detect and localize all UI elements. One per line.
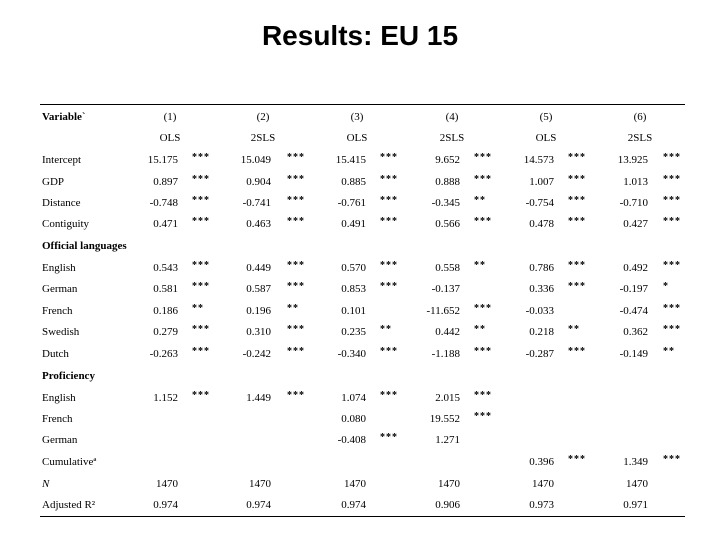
significance-stars: *** bbox=[192, 346, 210, 357]
cell-value: 1470 bbox=[344, 478, 366, 490]
cell-value: -1.188 bbox=[431, 348, 460, 360]
cell-value: 0.904 bbox=[246, 176, 271, 188]
cell-value: 1470 bbox=[532, 478, 554, 490]
cell-value: 0.463 bbox=[246, 218, 271, 230]
cell-value: 0.101 bbox=[341, 305, 366, 317]
cell-value: 0.888 bbox=[435, 176, 460, 188]
significance-stars: ** bbox=[192, 303, 204, 314]
significance-stars: *** bbox=[380, 216, 398, 227]
significance-stars: *** bbox=[192, 260, 210, 271]
cell-value: 0.442 bbox=[435, 326, 460, 338]
cell-value: 0.543 bbox=[153, 262, 178, 274]
significance-stars: *** bbox=[663, 454, 681, 465]
significance-stars: *** bbox=[663, 303, 681, 314]
significance-stars: *** bbox=[474, 303, 492, 314]
significance-stars: *** bbox=[380, 195, 398, 206]
significance-stars: *** bbox=[663, 195, 681, 206]
significance-stars: *** bbox=[380, 152, 398, 163]
cell-value: 0.310 bbox=[246, 326, 271, 338]
cell-value: -11.652 bbox=[426, 305, 460, 317]
cell-value: 0.906 bbox=[435, 499, 460, 511]
significance-stars: *** bbox=[568, 174, 586, 185]
cell-value: -0.474 bbox=[619, 305, 648, 317]
cell-value: 1.074 bbox=[341, 392, 366, 404]
significance-stars: *** bbox=[287, 174, 305, 185]
column-number: (2) bbox=[256, 111, 270, 123]
significance-stars: ** bbox=[568, 324, 580, 335]
significance-stars: *** bbox=[568, 281, 586, 292]
cell-value: 0.196 bbox=[246, 305, 271, 317]
cell-value: 1.349 bbox=[623, 456, 648, 468]
column-method: OLS bbox=[159, 132, 181, 144]
row-label: Dutch bbox=[42, 348, 69, 360]
significance-stars: *** bbox=[287, 390, 305, 401]
significance-stars: *** bbox=[192, 152, 210, 163]
column-method: OLS bbox=[346, 132, 368, 144]
cell-value: 0.974 bbox=[246, 499, 271, 511]
cell-value: 1.007 bbox=[529, 176, 554, 188]
cell-value: -0.242 bbox=[242, 348, 271, 360]
row-label: French bbox=[42, 413, 73, 425]
row-label: Intercept bbox=[42, 154, 82, 166]
column-number: (5) bbox=[539, 111, 553, 123]
cell-value: 1470 bbox=[438, 478, 460, 490]
cell-value: 0.491 bbox=[341, 218, 366, 230]
significance-stars: *** bbox=[380, 390, 398, 401]
significance-stars: *** bbox=[568, 454, 586, 465]
cell-value: -0.287 bbox=[525, 348, 554, 360]
cell-value: -0.149 bbox=[619, 348, 648, 360]
significance-stars: *** bbox=[192, 195, 210, 206]
significance-stars: *** bbox=[192, 216, 210, 227]
table-bottom-rule bbox=[40, 516, 685, 517]
cell-value: 0.853 bbox=[341, 283, 366, 295]
column-method: 2SLS bbox=[627, 132, 653, 144]
significance-stars: *** bbox=[663, 324, 681, 335]
cell-value: 1470 bbox=[156, 478, 178, 490]
significance-stars: *** bbox=[568, 216, 586, 227]
significance-stars: *** bbox=[474, 411, 492, 422]
significance-stars: *** bbox=[663, 216, 681, 227]
cell-value: 15.049 bbox=[240, 154, 271, 166]
cell-value: 1.013 bbox=[623, 176, 648, 188]
cell-value: 2.015 bbox=[435, 392, 460, 404]
cell-value: 15.175 bbox=[147, 154, 178, 166]
significance-stars: *** bbox=[663, 174, 681, 185]
significance-stars: *** bbox=[380, 260, 398, 271]
significance-stars: *** bbox=[568, 195, 586, 206]
cell-value: -0.408 bbox=[337, 434, 366, 446]
slide-title: Results: EU 15 bbox=[261, 20, 459, 51]
significance-stars: *** bbox=[287, 260, 305, 271]
significance-stars: ** bbox=[474, 324, 486, 335]
significance-stars: ** bbox=[380, 324, 392, 335]
row-label: Distance bbox=[42, 197, 81, 209]
significance-stars: *** bbox=[287, 281, 305, 292]
significance-stars: *** bbox=[474, 390, 492, 401]
cell-value: 0.396 bbox=[529, 456, 554, 468]
cell-value: 0.279 bbox=[153, 326, 178, 338]
cell-value: 14.573 bbox=[523, 154, 554, 166]
cell-value: 0.218 bbox=[529, 326, 554, 338]
cell-value: 0.587 bbox=[246, 283, 271, 295]
row-label: German bbox=[42, 283, 78, 295]
significance-stars: *** bbox=[663, 152, 681, 163]
variable-header: Variable` bbox=[42, 111, 86, 123]
cell-value: -0.345 bbox=[431, 197, 460, 209]
cell-value: 0.492 bbox=[623, 262, 648, 274]
row-label: French bbox=[42, 305, 73, 317]
significance-stars: ** bbox=[287, 303, 299, 314]
cell-value: 1.271 bbox=[435, 434, 460, 446]
cell-value: 0.566 bbox=[435, 218, 460, 230]
significance-stars: *** bbox=[380, 281, 398, 292]
row-label: Contiguity bbox=[42, 218, 90, 230]
significance-stars: *** bbox=[568, 260, 586, 271]
cell-value: 1470 bbox=[626, 478, 648, 490]
cell-value: 0.971 bbox=[623, 499, 648, 511]
significance-stars: *** bbox=[474, 216, 492, 227]
column-method: 2SLS bbox=[250, 132, 276, 144]
column-number: (6) bbox=[633, 111, 647, 123]
cell-value: -0.340 bbox=[337, 348, 366, 360]
significance-stars: *** bbox=[287, 346, 305, 357]
cell-value: 0.235 bbox=[341, 326, 366, 338]
cell-value: -0.754 bbox=[525, 197, 554, 209]
significance-stars: *** bbox=[380, 346, 398, 357]
row-label: Cumulativeª bbox=[42, 456, 97, 468]
cell-value: 0.974 bbox=[341, 499, 366, 511]
cell-value: -0.761 bbox=[337, 197, 366, 209]
cell-value: 0.897 bbox=[153, 176, 178, 188]
row-label: English bbox=[42, 262, 76, 274]
cell-value: -0.263 bbox=[149, 348, 178, 360]
significance-stars: ** bbox=[474, 260, 486, 271]
significance-stars: *** bbox=[568, 152, 586, 163]
significance-stars: *** bbox=[287, 216, 305, 227]
row-label: English bbox=[42, 392, 76, 404]
cell-value: 13.925 bbox=[617, 154, 648, 166]
cell-value: 0.973 bbox=[529, 499, 554, 511]
cell-value: 1.152 bbox=[153, 392, 178, 404]
cell-value: 0.786 bbox=[529, 262, 554, 274]
significance-stars: *** bbox=[474, 174, 492, 185]
significance-stars: *** bbox=[474, 152, 492, 163]
row-label: Proficiency bbox=[42, 370, 95, 382]
cell-value: 15.415 bbox=[335, 154, 366, 166]
cell-value: 0.570 bbox=[341, 262, 366, 274]
cell-value: 0.427 bbox=[623, 218, 648, 230]
significance-stars: ** bbox=[474, 195, 486, 206]
cell-value: 1470 bbox=[249, 478, 271, 490]
column-number: (1) bbox=[163, 111, 177, 123]
row-label: Official languages bbox=[42, 240, 127, 252]
column-number: (3) bbox=[350, 111, 364, 123]
significance-stars: *** bbox=[192, 174, 210, 185]
column-number: (4) bbox=[445, 111, 459, 123]
column-method: OLS bbox=[535, 132, 557, 144]
significance-stars: *** bbox=[192, 281, 210, 292]
cell-value: -0.748 bbox=[149, 197, 178, 209]
cell-value: 0.080 bbox=[341, 413, 366, 425]
cell-value: 0.362 bbox=[623, 326, 648, 338]
column-method: 2SLS bbox=[439, 132, 465, 144]
cell-value: 0.186 bbox=[153, 305, 178, 317]
significance-stars: *** bbox=[474, 346, 492, 357]
row-label: N bbox=[42, 478, 50, 490]
cell-value: 0.558 bbox=[435, 262, 460, 274]
cell-value: 9.652 bbox=[435, 154, 460, 166]
significance-stars: *** bbox=[287, 195, 305, 206]
cell-value: -0.197 bbox=[619, 283, 648, 295]
significance-stars: *** bbox=[192, 324, 210, 335]
table-top-rule bbox=[40, 104, 685, 105]
cell-value: 0.471 bbox=[153, 218, 178, 230]
row-label: Swedish bbox=[42, 326, 80, 338]
cell-value: -0.741 bbox=[242, 197, 271, 209]
cell-value: -0.033 bbox=[525, 305, 554, 317]
significance-stars: *** bbox=[287, 152, 305, 163]
cell-value: -0.137 bbox=[431, 283, 460, 295]
significance-stars: *** bbox=[380, 432, 398, 443]
significance-stars: *** bbox=[287, 324, 305, 335]
cell-value: 0.974 bbox=[153, 499, 178, 511]
cell-value: 0.478 bbox=[529, 218, 554, 230]
row-label: GDP bbox=[42, 176, 65, 188]
significance-stars: * bbox=[663, 281, 669, 292]
cell-value: 19.552 bbox=[429, 413, 460, 425]
significance-stars: *** bbox=[663, 260, 681, 271]
cell-value: 0.885 bbox=[341, 176, 366, 188]
cell-value: 1.449 bbox=[246, 392, 271, 404]
row-label: German bbox=[42, 434, 78, 446]
cell-value: 0.581 bbox=[153, 283, 178, 295]
significance-stars: *** bbox=[192, 390, 210, 401]
cell-value: 0.449 bbox=[246, 262, 271, 274]
significance-stars: *** bbox=[380, 174, 398, 185]
significance-stars: ** bbox=[663, 346, 675, 357]
cell-value: -0.710 bbox=[619, 197, 648, 209]
cell-value: 0.336 bbox=[529, 283, 554, 295]
row-label: Adjusted R² bbox=[42, 499, 96, 511]
significance-stars: *** bbox=[568, 346, 586, 357]
